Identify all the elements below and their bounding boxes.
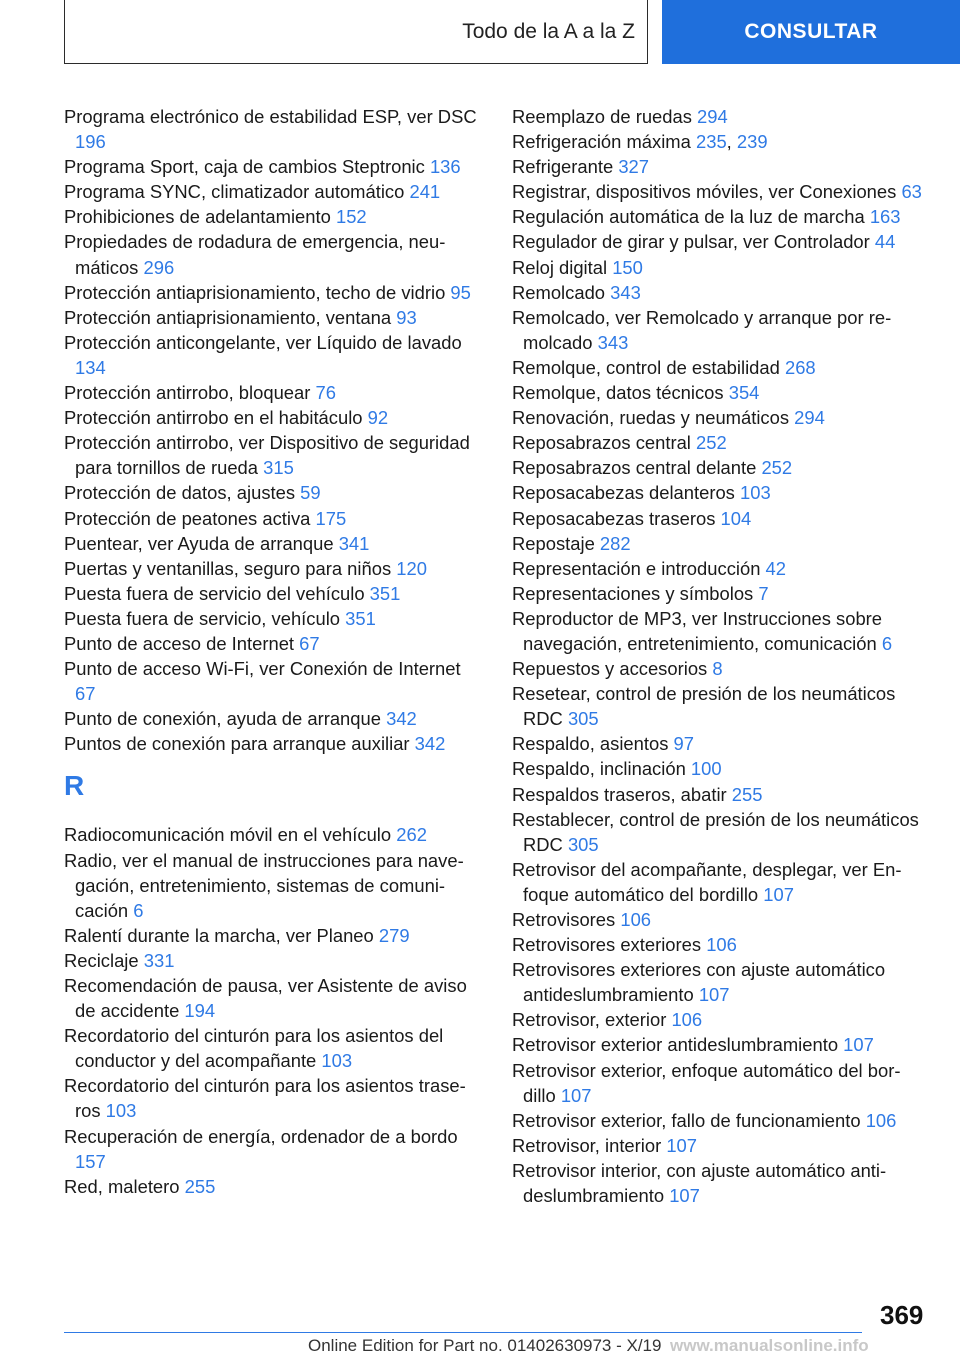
index-entry-text: Recordatorio del cinturón para los asientos del conductor y del acompañante [64, 1025, 444, 1072]
tab-consultar[interactable] [662, 0, 960, 64]
tab-az-label: Todo de la A a la Z [462, 19, 635, 43]
index-entry [64, 581, 484, 606]
page-link[interactable]: 103 [321, 1050, 353, 1072]
index-entry [512, 807, 922, 857]
page-link[interactable]: 196 [75, 131, 106, 153]
index-column-left [64, 104, 484, 1199]
index-entry-text: Regulador de girar y pulsar, ver Controlador [512, 231, 875, 253]
page-link[interactable]: 279 [378, 924, 410, 946]
index-entry [512, 656, 922, 681]
index-entry-text: Regulación automática de la luz de marcha [512, 206, 870, 228]
index-list-r [64, 822, 484, 1198]
index-entry [512, 1007, 922, 1032]
index-entry [512, 1133, 922, 1158]
index-entry-text: Protección de datos, ajustes [64, 482, 301, 504]
page-link[interactable]: 282 [599, 532, 631, 554]
index-entry [64, 531, 484, 556]
index-entry-text: Recomendación de pausa, ver Asistente de aviso de accidente [64, 975, 467, 1022]
index-entry [64, 204, 484, 229]
index-entry-text: Remolcado, ver Remolcado y arranque por remolcado [512, 306, 892, 353]
index-entry-text: Retrovisor, exterior [512, 1009, 672, 1031]
index-entry-text: Puntos de conexión para arranque auxiliar [64, 733, 415, 755]
index-entry [512, 731, 922, 756]
page-link[interactable]: 67 [299, 632, 320, 654]
index-entry [64, 656, 484, 706]
index-entry [512, 531, 922, 556]
index-entry-text: Protección antirrobo en el habitáculo [64, 407, 368, 429]
page-link[interactable]: 305 [567, 833, 599, 855]
index-entry [512, 355, 922, 380]
page-link[interactable]: 241 [409, 181, 441, 203]
page-link[interactable]: 97 [673, 733, 694, 755]
page-link[interactable]: 342 [386, 708, 417, 730]
index-entry [512, 1032, 922, 1057]
page-link[interactable]: 100 [690, 758, 722, 780]
page-link[interactable]: 315 [263, 457, 294, 479]
page-link[interactable]: 343 [597, 331, 629, 353]
index-entry [64, 405, 484, 430]
page-link[interactable]: 6 [881, 632, 893, 654]
page-link[interactable]: 107 [560, 1084, 592, 1106]
index-entry [512, 430, 922, 455]
index-entry-text: Respaldo, asientos [512, 733, 674, 755]
index-entry [512, 556, 922, 581]
index-entry-text: Prohibiciones de adelantamiento [64, 206, 336, 228]
index-entry [64, 948, 484, 973]
page-link[interactable]: 136 [429, 156, 461, 178]
index-entry [64, 848, 484, 923]
page-link[interactable]: 106 [865, 1109, 897, 1131]
index-entry [512, 932, 922, 957]
page-number: 369 [880, 1300, 924, 1330]
index-entry-text: Reposabrazos central delante [512, 457, 762, 479]
watermark: www.manualsonline.info [670, 1336, 869, 1355]
page-link[interactable]: 106 [706, 934, 737, 956]
index-entry-text: Retrovisores exteriores con ajuste automático antideslumbramiento [512, 959, 886, 1006]
index-entry [512, 455, 922, 480]
page-link[interactable]: 255 [731, 783, 763, 805]
footer-edition-text: Online Edition for Part no. 01402630973 - X/19 [308, 1336, 662, 1355]
index-entry [64, 606, 484, 631]
page-link[interactable]: 150 [612, 256, 643, 278]
index-entry [512, 480, 922, 505]
page-link[interactable]: 134 [75, 356, 106, 378]
page-link[interactable]: 163 [869, 206, 901, 228]
index-entry-text: Punto de acceso Wi-Fi, ver Conexión de Internet [64, 658, 461, 680]
index-entry [64, 430, 484, 480]
index-entry [512, 681, 922, 731]
index-entry [512, 179, 922, 204]
index-entry [512, 1058, 922, 1108]
index-entry [512, 756, 922, 781]
page-link[interactable]: 67 [75, 683, 96, 705]
page-link[interactable]: 152 [335, 206, 367, 228]
page-link[interactable]: 351 [345, 607, 376, 629]
page-link[interactable]: 44 [874, 231, 896, 253]
index-entry-text: Retrovisores exteriores [512, 934, 707, 956]
index-entry-text: Protección de peatones activa [64, 507, 316, 529]
index-entry-text: Retrovisor exterior, enfoque automático del bordillo [512, 1059, 901, 1106]
index-entry-text: Registrar, dispositivos móviles, ver Conexiones [512, 181, 902, 203]
index-entry [512, 405, 922, 430]
index-entry [512, 104, 922, 129]
page-link[interactable]: 343 [610, 281, 641, 303]
index-entry-text: Repuestos y accesorios [512, 658, 713, 680]
index-entry-text: Remolcado [512, 281, 611, 303]
page-link[interactable]: 107 [763, 883, 794, 905]
index-entry [64, 706, 484, 731]
page-link[interactable]: 175 [315, 507, 347, 529]
page-link[interactable]: 6 [133, 899, 144, 921]
page-link[interactable]: 252 [696, 432, 727, 454]
index-entry [64, 1124, 484, 1174]
page-link[interactable]: 262 [396, 824, 427, 846]
page-link[interactable]: 268 [784, 356, 816, 378]
page-link[interactable]: 106 [671, 1009, 703, 1031]
page-link[interactable]: 104 [720, 507, 752, 529]
index-entry [512, 581, 922, 606]
index-entry-text: Punto de conexión, ayuda de arranque [64, 708, 387, 730]
index-entry-text: Retrovisor del acompañante, desplegar, ver Enfoque automático del bordillo [512, 858, 902, 905]
index-entry [512, 154, 922, 179]
header [0, 0, 960, 66]
section-letter: R [64, 770, 85, 802]
index-entry [64, 229, 484, 279]
index-entry-text: Reposabrazos central [512, 432, 697, 454]
page-link[interactable]: 76 [315, 382, 336, 404]
index-entry [64, 154, 484, 179]
index-entry [512, 857, 922, 907]
index-entry [512, 229, 922, 254]
index-entry [64, 1023, 484, 1073]
index-entry-text: Programa SYNC, climatizador automático [64, 181, 410, 203]
index-entry-text: Respaldo, inclinación [512, 758, 691, 780]
index-entry-text: Retrovisor interior, con ajuste automático antideslumbramiento [512, 1159, 887, 1207]
page-link[interactable]: 294 [794, 407, 825, 429]
index-entry-text: Radio, ver el manual de instrucciones para navegación, entretenimiento, sistemas de comunicación [64, 849, 464, 921]
page-link[interactable]: 305 [567, 708, 599, 730]
index-entry [64, 1174, 484, 1199]
index-entry [64, 179, 484, 204]
index-entry-text: Reciclaje [64, 949, 144, 971]
index-entry [512, 907, 922, 932]
index-entry [64, 631, 484, 656]
index-entry [512, 380, 922, 405]
index-entry [512, 506, 922, 531]
footer-divider [64, 1332, 862, 1333]
index-list-p [64, 104, 484, 756]
index-entry-text: Ralentí durante la marcha, ver Planeo [64, 924, 379, 946]
page-link[interactable]: 294 [697, 106, 728, 127]
page-link[interactable]: 107 [666, 1134, 698, 1156]
index-entry-text: Puesta fuera de servicio del vehículo [64, 582, 370, 604]
index-entry-text: Puesta fuera de servicio, vehículo [64, 607, 346, 629]
index-entry [64, 923, 484, 948]
index-entry-text: Renovación, ruedas y neumáticos [512, 407, 795, 429]
index-entry [512, 1108, 922, 1133]
index-entry-text: Remolque, datos técnicos [512, 382, 729, 404]
index-entry-text: Refrigerante [512, 156, 619, 178]
page-link[interactable]: 106 [620, 909, 652, 930]
index-entry [64, 973, 484, 1023]
index-entry-text: Refrigeración máxima [512, 131, 696, 153]
page-link[interactable]: 103 [740, 482, 771, 504]
page-link[interactable]: 59 [300, 482, 321, 504]
index-entry-text: Reemplazo de ruedas [512, 106, 698, 127]
page-link[interactable]: 95 [450, 281, 471, 303]
page-link[interactable]: 252 [761, 457, 793, 479]
index-column-right [512, 104, 922, 1208]
index-entry [512, 957, 922, 1007]
page-link[interactable]: 63 [901, 181, 922, 203]
index-entry [64, 731, 484, 756]
index-entry [512, 782, 922, 807]
index-entry-text: Protección antirrobo, ver Dispositivo de seguridad para tornillos de rueda [64, 432, 470, 479]
index-entry-text: Representación e introducción [512, 557, 766, 579]
page-link[interactable]: 351 [369, 582, 401, 604]
index-entry-text: Repostaje [512, 532, 600, 554]
index-entry-text: Red, maletero [64, 1175, 185, 1197]
index-entry-text: Retrovisor, interior [512, 1134, 667, 1156]
index-entry [512, 1158, 922, 1208]
page-link[interactable]: 331 [143, 949, 175, 971]
page-link[interactable]: 7 [758, 582, 769, 604]
index-entry [64, 380, 484, 405]
index-entry [64, 1073, 484, 1123]
index-entry-text: Recordatorio del cinturón para los asientos traseros [64, 1075, 466, 1122]
index-entry [512, 280, 922, 305]
page-link[interactable]: 107 [669, 1185, 700, 1207]
index-entry-text: Radiocomunicación móvil en el vehículo [64, 824, 397, 846]
index-entry-text: Protección anticongelante, ver Líquido de lavado [64, 331, 462, 353]
index-entry-text: Protección antiaprisionamiento, ventana [64, 306, 397, 328]
index-entry-text: Reposacabezas delanteros [512, 482, 740, 504]
page-link[interactable]: 42 [765, 557, 787, 579]
index-entry-text: Puertas y ventanillas, seguro para niños [64, 557, 397, 579]
index-entry-text: Puentear, ver Ayuda de arranque [64, 532, 339, 554]
index-entry-text: Remolque, control de estabilidad [512, 356, 785, 378]
index-entry [512, 204, 922, 229]
index-entry [64, 280, 484, 305]
index-entry-text: Resetear, control de presión de los neumáticos RDC [512, 683, 896, 730]
index-entry [64, 480, 484, 505]
page-link[interactable]: 107 [843, 1034, 874, 1056]
index-entry-text: Representaciones y símbolos [512, 582, 759, 604]
index-entry-text: Reproductor de MP3, ver Instrucciones sobre navegación, entretenimiento, comunicación [512, 607, 883, 654]
index-entry-text: Retrovisores [512, 909, 621, 930]
tab-az-index[interactable] [64, 0, 648, 64]
index-entry-text: Reposacabezas traseros [512, 507, 721, 529]
page-link[interactable]: 107 [698, 984, 730, 1006]
page-link[interactable]: 239 [736, 131, 768, 153]
page-link[interactable]: 327 [618, 156, 649, 178]
page-link[interactable]: 93 [396, 306, 417, 328]
page-link[interactable]: 341 [338, 532, 370, 554]
index-entry [512, 305, 922, 355]
index-entry-text: Retrovisor exterior, fallo de funcionamiento [512, 1109, 866, 1131]
index-entry [64, 104, 484, 154]
page-link[interactable]: 8 [712, 658, 723, 680]
page-link[interactable]: 342 [414, 733, 446, 755]
index-entry-text: Restablecer, control de presión de los neumáticos RDC [512, 808, 919, 855]
tab-consultar-label: CONSULTAR [744, 20, 878, 43]
index-entry-text: Punto de acceso de Internet [64, 632, 300, 654]
index-entry-text: Protección antirrobo, bloquear [64, 382, 316, 404]
page-link[interactable]: 103 [105, 1100, 137, 1122]
index-entry-text: Retrovisor exterior antideslumbramiento [512, 1034, 844, 1056]
page-link[interactable]: 296 [143, 256, 175, 278]
index-entry [64, 305, 484, 330]
index-list-r-cont [512, 104, 922, 1208]
page-link[interactable]: 157 [75, 1150, 106, 1172]
index-entry-text: Reloj digital [512, 256, 613, 278]
index-entry [64, 506, 484, 531]
index-entry-text: Programa electrónico de estabilidad ESP, ver DSC [64, 106, 477, 127]
page-link[interactable]: 120 [396, 557, 427, 579]
index-entry-text: Programa Sport, caja de cambios Steptronic [64, 156, 430, 178]
index-entry: Refrigeración máxima 235, 239 [512, 131, 768, 153]
index-entry [512, 606, 922, 656]
index-entry-text: Recuperación de energía, ordenador de a bordo [64, 1125, 458, 1147]
index-entry [512, 255, 922, 280]
index-entry-text: Protección antiaprisionamiento, techo de vidrio [64, 281, 451, 303]
index-entry-text: Respaldos traseros, abatir [512, 783, 732, 805]
index-entry [64, 556, 484, 581]
index-entry [64, 822, 484, 847]
page-link[interactable]: 235 [695, 131, 727, 153]
page-link[interactable]: 92 [367, 407, 389, 429]
index-entry-text: Propiedades de rodadura de emergencia, neumáticos [64, 231, 446, 278]
page-link[interactable]: 255 [184, 1175, 216, 1197]
page-link[interactable]: 354 [728, 382, 760, 404]
page-link[interactable]: 194 [184, 1000, 216, 1022]
index-entry [64, 330, 484, 380]
